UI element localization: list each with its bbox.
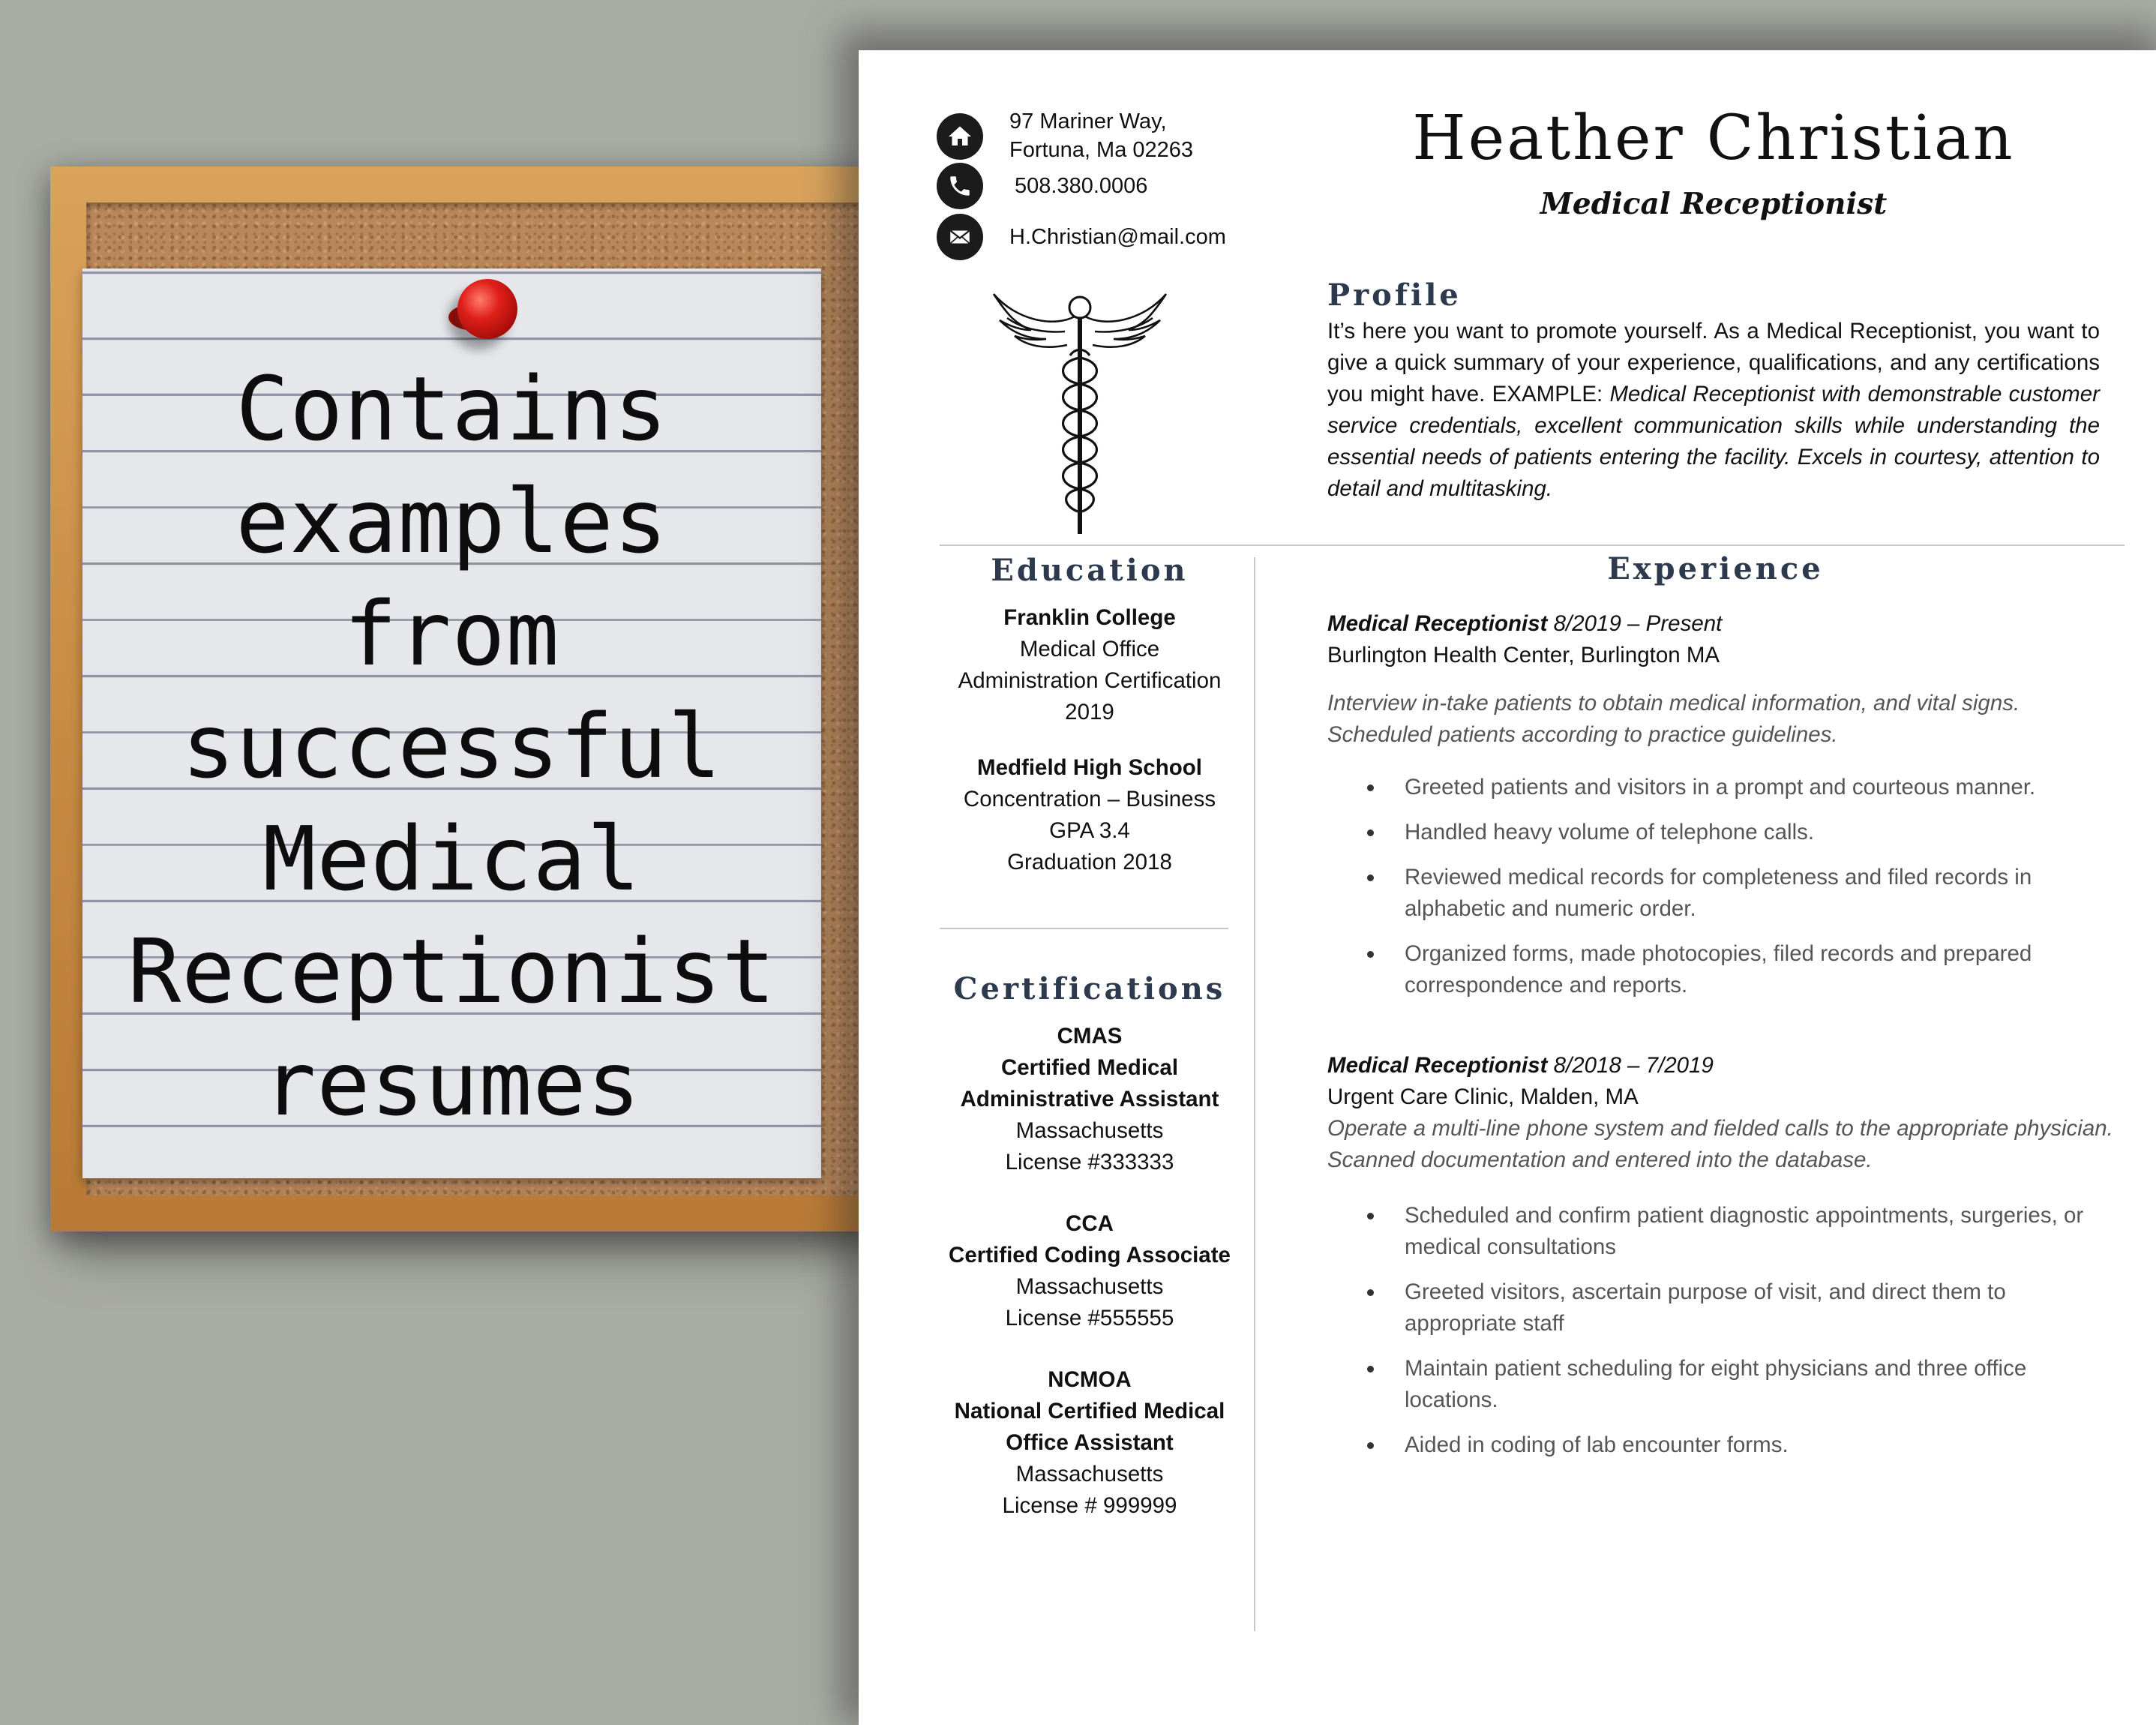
note-line: examples <box>235 470 668 573</box>
bullet-item: Handled heavy volume of telephone calls. <box>1327 817 2122 848</box>
email-address[interactable]: H.Christian@mail.com <box>1009 225 1226 249</box>
job-role-line <box>1327 1050 2122 1082</box>
note-line: resumes <box>262 1032 641 1136</box>
cert-name: Office Assistant <box>1006 1430 1174 1455</box>
note-line: successful <box>181 694 722 798</box>
experience-heading: Experience <box>1607 551 1824 586</box>
cert-abbreviation: CCA <box>1066 1211 1114 1236</box>
contact-address <box>937 109 1193 164</box>
job-dates: 8/2019 – Present <box>1547 611 1723 636</box>
school-name: Franklin College <box>1003 605 1176 630</box>
candidate-name: Heather Christian <box>1412 103 2015 174</box>
profile-heading: Profile <box>1327 278 1462 313</box>
mail-icon <box>937 214 983 260</box>
profile-summary <box>1327 316 2100 505</box>
job-role-line <box>1327 608 2122 640</box>
phone-number[interactable]: 508.380.0006 <box>1015 174 1148 198</box>
cert-abbreviation: NCMOA <box>1048 1367 1132 1392</box>
job-place: Urgent Care Clinic, Malden, MA <box>1327 1084 1639 1109</box>
cert-name: Certified Medical <box>1000 1055 1179 1080</box>
candidate-title: Medical Receptionist <box>1540 187 1888 221</box>
cert-license: License #333333 <box>1005 1150 1174 1174</box>
education-detail: Administration Certification <box>958 668 1222 693</box>
job-role: Medical Receptionist <box>1327 1053 1548 1078</box>
job-entry <box>1327 1050 2122 1474</box>
job-description: Operate a multi-line phone system and fielded calls to the appropriate physician. Scanned documentation and entered into the database. <box>1327 1116 2113 1172</box>
cert-name: National Certified Medical <box>954 1399 1225 1424</box>
certifications-heading: Certifications <box>953 971 1226 1006</box>
job-bullets <box>1327 772 2122 1001</box>
left-column-divider <box>940 928 1228 929</box>
bullet-item: Greeted patients and visitors in a prompt and courteous manner. <box>1327 772 2122 803</box>
contact-email <box>937 214 1226 260</box>
education-detail: GPA 3.4 <box>1049 818 1130 843</box>
education-section <box>940 551 1240 878</box>
bullet-item: Organized forms, made photocopies, filed records and prepared correspondence and reports. <box>1327 938 2122 1001</box>
note-line: Medical <box>262 807 641 910</box>
bullet-item: Greeted visitors, ascertain purpose of visit, and direct them to appropriate staff <box>1327 1276 2122 1340</box>
bullet-item: Maintain patient scheduling for eight physicians and three office locations. <box>1327 1353 2122 1416</box>
profile-text: It’s here you want to promote yourself. As a Medical Receptionist, you want to give a quick summary of your experience, qualifications, and any certifications you might have. EXAMPLE: <box>1327 319 2100 406</box>
profile-example: Medical Receptionist with demonstrable customer service credentials, excellent communication skills while understanding the essential needs of patients entering the facility. Excels in courtesy, attention to detail and multitasking. <box>1327 382 2100 501</box>
cert-license: License #555555 <box>1005 1306 1174 1330</box>
address-line-2: Fortuna, Ma 02263 <box>1009 138 1194 162</box>
cert-state: Massachusetts <box>1015 1118 1164 1143</box>
cert-name: Administrative Assistant <box>960 1087 1219 1112</box>
job-dates: 8/2018 – 7/2019 <box>1547 1053 1714 1078</box>
note-line: Receptionist <box>127 920 776 1023</box>
note-line: Contains <box>235 357 668 460</box>
resume-page <box>859 50 2156 1725</box>
education-detail: 2019 <box>1065 700 1114 724</box>
cert-state: Massachusetts <box>1015 1462 1164 1486</box>
job-place: Burlington Health Center, Burlington MA <box>1327 643 1720 668</box>
caduceus-icon <box>986 286 1174 538</box>
job-entry <box>1327 608 2122 1015</box>
education-detail: Graduation 2018 <box>1007 850 1172 874</box>
job-description: Interview in-take patients to obtain medical information, and vital signs. Scheduled patients according to practice guidelines. <box>1327 691 2020 747</box>
education-detail: Medical Office <box>1019 637 1160 662</box>
bullet-item: Scheduled and confirm patient diagnostic appointments, surgeries, or medical consultations <box>1327 1200 2122 1263</box>
column-divider <box>1254 557 1255 1631</box>
job-bullets <box>1327 1200 2122 1461</box>
phone-icon <box>937 163 983 209</box>
school-name: Medfield High School <box>977 755 1202 780</box>
cert-license: License # 999999 <box>1002 1493 1177 1518</box>
note-message <box>82 352 821 1140</box>
job-role: Medical Receptionist <box>1327 611 1548 636</box>
bullet-item: Aided in coding of lab encounter forms. <box>1327 1430 2122 1461</box>
education-heading: Education <box>991 553 1189 588</box>
cert-name: Certified Coding Associate <box>949 1243 1231 1268</box>
address-line-1: 97 Mariner Way, <box>1009 110 1167 134</box>
certifications-section <box>940 970 1240 1522</box>
bullet-item: Reviewed medical records for completeness and filed records in alphabetic and numeric order. <box>1327 862 2122 925</box>
cert-state: Massachusetts <box>1015 1274 1164 1299</box>
education-detail: Concentration – Business <box>963 787 1216 812</box>
note-line: from <box>343 582 560 686</box>
cert-abbreviation: CMAS <box>1057 1024 1123 1048</box>
contact-phone <box>937 163 1147 209</box>
home-icon <box>937 113 983 160</box>
section-divider <box>940 544 2125 546</box>
pushpin-icon <box>457 279 517 339</box>
